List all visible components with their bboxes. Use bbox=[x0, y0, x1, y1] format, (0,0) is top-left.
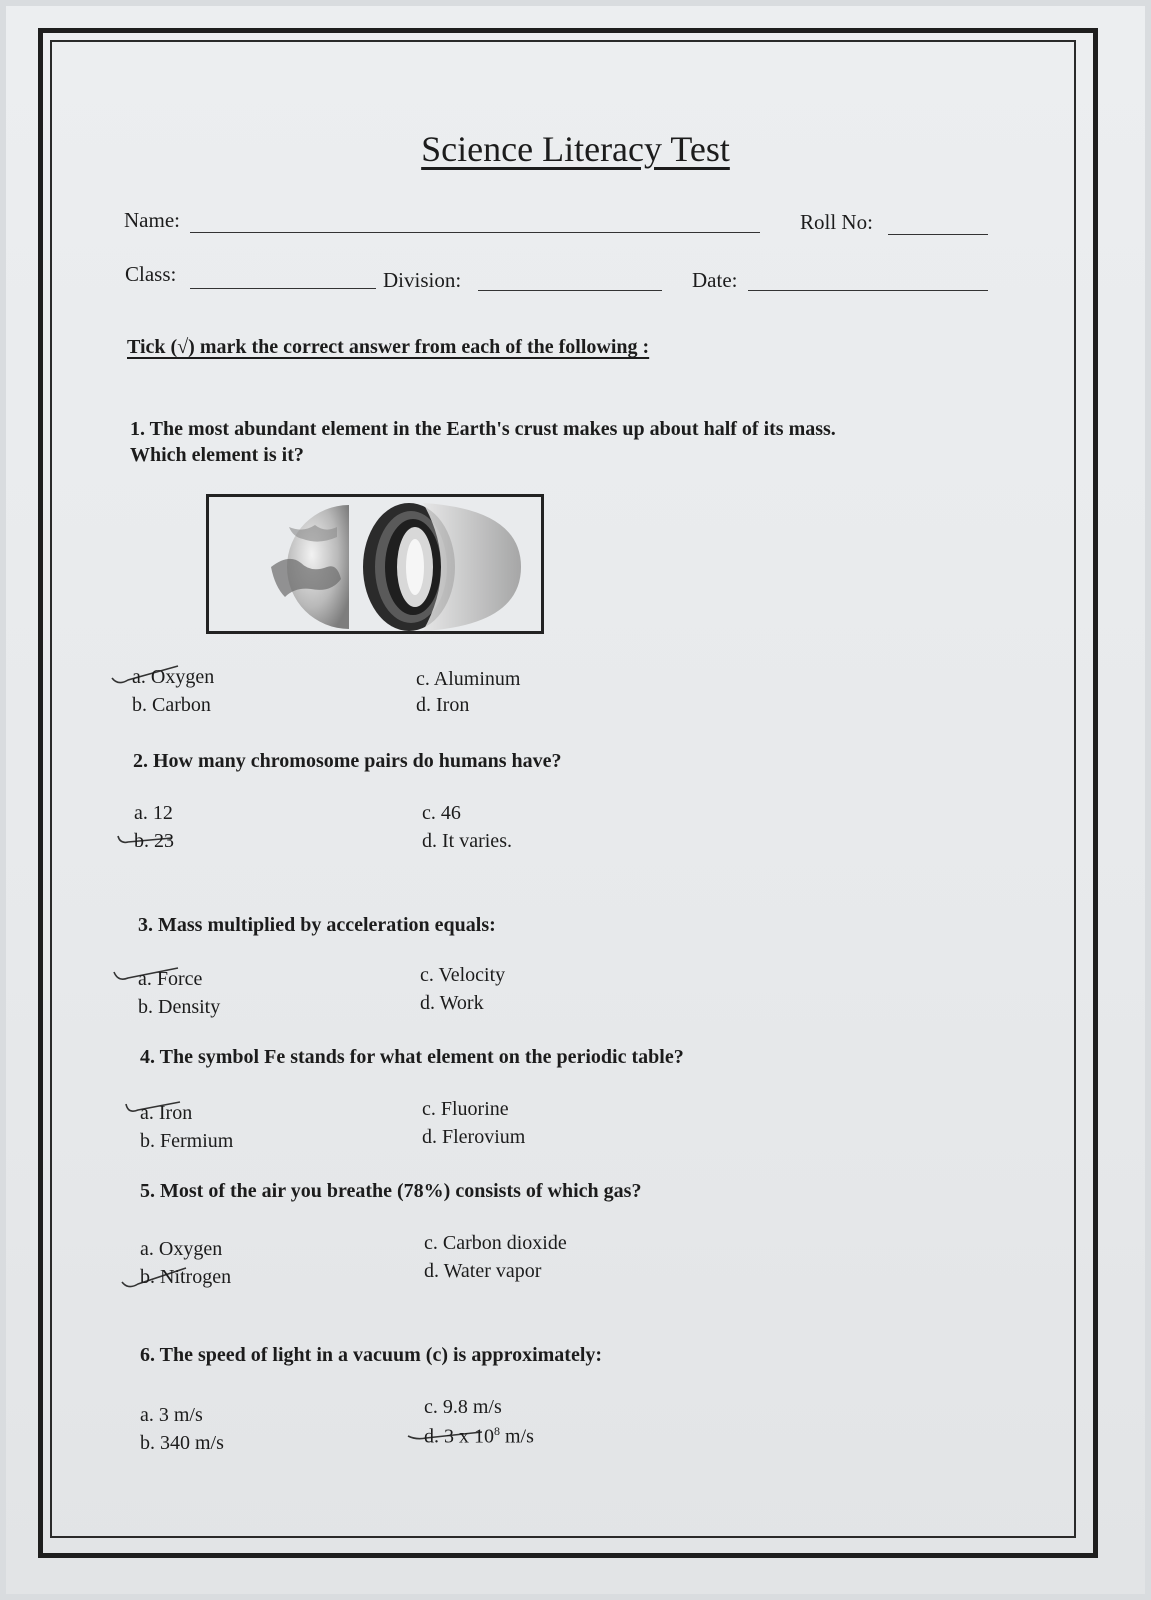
q1-option-c[interactable]: c. Aluminum bbox=[416, 668, 521, 690]
q4-option-b[interactable]: b. Fermium bbox=[140, 1130, 234, 1152]
q6-option-b[interactable]: b. 340 m/s bbox=[140, 1432, 224, 1454]
q5-option-c[interactable]: c. Carbon dioxide bbox=[424, 1232, 567, 1254]
q1-option-b[interactable]: b. Carbon bbox=[132, 694, 211, 716]
q4-option-d[interactable]: d. Flerovium bbox=[422, 1126, 526, 1148]
q1-option-d[interactable]: d. Iron bbox=[416, 694, 470, 716]
q2-option-a[interactable]: a. 12 bbox=[134, 802, 173, 824]
division-field[interactable] bbox=[478, 290, 662, 291]
question-1-text: 1. The most abundant element in the Earth's crust makes up about half of its mass. Which element is it? bbox=[130, 418, 836, 466]
q2-option-c[interactable]: c. 46 bbox=[422, 802, 461, 824]
q3-option-a[interactable]: a. Force bbox=[138, 968, 203, 990]
question-3-text: 3. Mass multiplied by acceleration equals: bbox=[138, 914, 496, 936]
division-label: Division: bbox=[383, 268, 462, 292]
name-field[interactable] bbox=[190, 232, 760, 233]
q2-option-b[interactable]: b. 23 bbox=[134, 830, 174, 852]
q5-option-a[interactable]: a. Oxygen bbox=[140, 1238, 223, 1260]
instructions: Tick (√) mark the correct answer from each of the following : bbox=[127, 336, 650, 358]
page-title: Science Literacy Test bbox=[421, 129, 730, 169]
roll-no-field[interactable] bbox=[888, 234, 988, 235]
q3-option-d[interactable]: d. Work bbox=[420, 992, 484, 1014]
q6-option-c[interactable]: c. 9.8 m/s bbox=[424, 1396, 502, 1418]
question-6-text: 6. The speed of light in a vacuum (c) is approximately: bbox=[140, 1344, 603, 1366]
q3-option-b[interactable]: b. Density bbox=[138, 996, 221, 1018]
q4-option-c[interactable]: c. Fluorine bbox=[422, 1098, 509, 1120]
name-label: Name: bbox=[124, 208, 180, 232]
roll-no-label: Roll No: bbox=[800, 210, 873, 234]
q5-option-b[interactable]: b. Nitrogen bbox=[140, 1266, 232, 1288]
q3-option-c[interactable]: c. Velocity bbox=[420, 964, 506, 986]
q6-option-d[interactable]: d. 3 x $10^8$ m/s bbox=[424, 1424, 534, 1448]
earth-layers-image bbox=[206, 494, 544, 634]
q5-option-d[interactable]: d. Water vapor bbox=[424, 1260, 542, 1282]
q1-option-a[interactable]: a. Oxygen bbox=[132, 666, 215, 688]
question-4-text: 4. The symbol Fe stands for what element on the periodic table? bbox=[140, 1046, 684, 1068]
q2-option-d[interactable]: d. It varies. bbox=[422, 830, 512, 852]
earth-cross-section-illustration bbox=[209, 497, 541, 631]
q6-option-a[interactable]: a. 3 m/s bbox=[140, 1404, 203, 1426]
page-border-inner bbox=[50, 40, 1076, 1538]
q4-option-a[interactable]: a. Iron bbox=[140, 1102, 193, 1124]
question-2-text: 2. How many chromosome pairs do humans have? bbox=[133, 750, 562, 772]
question-5-text: 5. Most of the air you breathe (78%) consists of which gas? bbox=[140, 1180, 642, 1202]
date-label: Date: bbox=[692, 268, 738, 292]
class-label: Class: bbox=[125, 262, 177, 286]
date-field[interactable] bbox=[748, 290, 988, 291]
class-field[interactable] bbox=[190, 288, 376, 289]
